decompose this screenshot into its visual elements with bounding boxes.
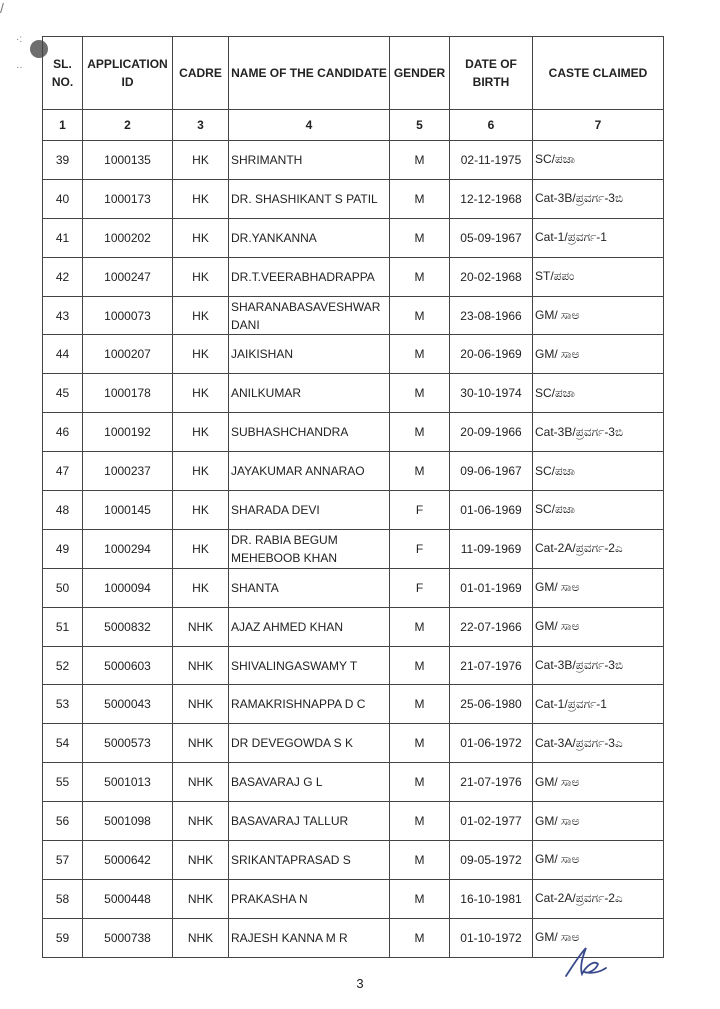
application-id-cell: 1000073 bbox=[83, 296, 173, 335]
sl-no-cell: 55 bbox=[43, 763, 83, 802]
column-number: 2 bbox=[83, 110, 173, 141]
column-number: 6 bbox=[450, 110, 533, 141]
sl-no-cell: 54 bbox=[43, 724, 83, 763]
application-id-cell: 1000178 bbox=[83, 374, 173, 413]
caste-cell: Cat-1/ಪ್ರವರ್ಗ-1 bbox=[533, 218, 664, 257]
gender-cell: M bbox=[390, 802, 450, 841]
sl-no-cell: 40 bbox=[43, 179, 83, 218]
caste-cell: SC/ಪಜಾ bbox=[533, 141, 664, 180]
table-body bbox=[43, 141, 664, 958]
sl-no-cell: 51 bbox=[43, 607, 83, 646]
candidate-name-cell: SUBHASHCHANDRA bbox=[229, 413, 390, 452]
sl-no-cell: 39 bbox=[43, 141, 83, 180]
table-row bbox=[43, 257, 664, 296]
sl-no-cell: 48 bbox=[43, 491, 83, 530]
gender-cell: F bbox=[390, 529, 450, 568]
candidate-name-cell: PRAKASHA N bbox=[229, 879, 390, 918]
cadre-cell: HK bbox=[173, 218, 229, 257]
caste-cell: SC/ಪಜಾ bbox=[533, 374, 664, 413]
date-of-birth-cell: 01-10-1972 bbox=[450, 918, 533, 957]
cadre-cell: HK bbox=[173, 141, 229, 180]
date-of-birth-cell: 12-12-1968 bbox=[450, 179, 533, 218]
date-of-birth-cell: 20-06-1969 bbox=[450, 335, 533, 374]
column-number: 7 bbox=[533, 110, 664, 141]
signature-mark bbox=[560, 942, 608, 982]
cadre-cell: HK bbox=[173, 335, 229, 374]
candidate-name-cell: SHARANABASAVESHWAR DANI bbox=[229, 296, 390, 335]
sl-no-cell: 49 bbox=[43, 529, 83, 568]
gender-cell: M bbox=[390, 724, 450, 763]
cadre-cell: HK bbox=[173, 529, 229, 568]
sl-no-cell: 52 bbox=[43, 646, 83, 685]
candidate-name-cell: DR.T.VEERABHADRAPPA bbox=[229, 257, 390, 296]
cadre-cell: NHK bbox=[173, 879, 229, 918]
header-sl-no: SL. NO. bbox=[43, 37, 83, 110]
gender-cell: M bbox=[390, 646, 450, 685]
candidate-name-cell: JAYAKUMAR ANNARAO bbox=[229, 452, 390, 491]
cadre-cell: HK bbox=[173, 568, 229, 607]
caste-cell: Cat-3B/ಪ್ರವರ್ಗ-3ಬಿ bbox=[533, 413, 664, 452]
candidate-name-cell: DR. RABIA BEGUM MEHEBOOB KHAN bbox=[229, 529, 390, 568]
caste-cell: ST/ಪಪಂ bbox=[533, 257, 664, 296]
caste-cell: GM/ ಸಾಅ bbox=[533, 568, 664, 607]
gender-cell: M bbox=[390, 179, 450, 218]
application-id-cell: 5001013 bbox=[83, 763, 173, 802]
candidate-name-cell: DR DEVEGOWDA S K bbox=[229, 724, 390, 763]
date-of-birth-cell: 09-05-1972 bbox=[450, 841, 533, 880]
gender-cell: F bbox=[390, 568, 450, 607]
column-number: 5 bbox=[390, 110, 450, 141]
table-row bbox=[43, 724, 664, 763]
application-id-cell: 5000832 bbox=[83, 607, 173, 646]
column-number: 4 bbox=[229, 110, 390, 141]
application-id-cell: 1000135 bbox=[83, 141, 173, 180]
candidate-name-cell: BASAVARAJ G L bbox=[229, 763, 390, 802]
date-of-birth-cell: 20-02-1968 bbox=[450, 257, 533, 296]
candidate-name-cell: DR.YANKANNA bbox=[229, 218, 390, 257]
application-id-cell: 1000192 bbox=[83, 413, 173, 452]
table-row bbox=[43, 607, 664, 646]
table-row bbox=[43, 568, 664, 607]
table-row bbox=[43, 141, 664, 180]
application-id-cell: 1000207 bbox=[83, 335, 173, 374]
application-id-cell: 5000642 bbox=[83, 841, 173, 880]
date-of-birth-cell: 16-10-1981 bbox=[450, 879, 533, 918]
header-application-id: APPLICATION ID bbox=[83, 37, 173, 110]
application-id-cell: 5001098 bbox=[83, 802, 173, 841]
table-row bbox=[43, 179, 664, 218]
application-id-cell: 1000202 bbox=[83, 218, 173, 257]
candidate-name-cell: SRIKANTAPRASAD S bbox=[229, 841, 390, 880]
table-row bbox=[43, 335, 664, 374]
caste-cell: GM/ ಸಾಅ bbox=[533, 802, 664, 841]
caste-cell: SC/ಪಜಾ bbox=[533, 452, 664, 491]
date-of-birth-cell: 30-10-1974 bbox=[450, 374, 533, 413]
date-of-birth-cell: 01-06-1969 bbox=[450, 491, 533, 530]
gender-cell: M bbox=[390, 918, 450, 957]
table-row bbox=[43, 296, 664, 335]
application-id-cell: 5000448 bbox=[83, 879, 173, 918]
table-row bbox=[43, 413, 664, 452]
page-number: 3 bbox=[356, 976, 364, 991]
gender-cell: M bbox=[390, 763, 450, 802]
caste-cell: Cat-2A/ಪ್ರವರ್ಗ-2ಎ bbox=[533, 879, 664, 918]
sl-no-cell: 42 bbox=[43, 257, 83, 296]
sl-no-cell: 41 bbox=[43, 218, 83, 257]
candidate-name-cell: ANILKUMAR bbox=[229, 374, 390, 413]
cadre-cell: NHK bbox=[173, 685, 229, 724]
gender-cell: F bbox=[390, 491, 450, 530]
application-id-cell: 5000603 bbox=[83, 646, 173, 685]
gender-cell: M bbox=[390, 374, 450, 413]
header-caste: CASTE CLAIMED bbox=[533, 37, 664, 110]
candidate-name-cell: BASAVARAJ TALLUR bbox=[229, 802, 390, 841]
table-row bbox=[43, 374, 664, 413]
application-id-cell: 1000237 bbox=[83, 452, 173, 491]
candidate-name-cell: DR. SHASHIKANT S PATIL bbox=[229, 179, 390, 218]
cadre-cell: NHK bbox=[173, 724, 229, 763]
caste-cell: Cat-3B/ಪ್ರವರ್ಗ-3ಬಿ bbox=[533, 646, 664, 685]
sl-no-cell: 43 bbox=[43, 296, 83, 335]
date-of-birth-cell: 01-01-1969 bbox=[450, 568, 533, 607]
cadre-cell: NHK bbox=[173, 802, 229, 841]
sl-no-cell: 50 bbox=[43, 568, 83, 607]
date-of-birth-cell: 23-08-1966 bbox=[450, 296, 533, 335]
application-id-cell: 1000294 bbox=[83, 529, 173, 568]
table-row bbox=[43, 763, 664, 802]
application-id-cell: 1000247 bbox=[83, 257, 173, 296]
gender-cell: M bbox=[390, 413, 450, 452]
scan-artifact: ·· bbox=[16, 62, 23, 73]
table-row bbox=[43, 218, 664, 257]
date-of-birth-cell: 22-07-1966 bbox=[450, 607, 533, 646]
date-of-birth-cell: 01-02-1977 bbox=[450, 802, 533, 841]
gender-cell: M bbox=[390, 257, 450, 296]
gender-cell: M bbox=[390, 685, 450, 724]
date-of-birth-cell: 25-06-1980 bbox=[450, 685, 533, 724]
application-id-cell: 5000043 bbox=[83, 685, 173, 724]
caste-cell: SC/ಪಜಾ bbox=[533, 491, 664, 530]
date-of-birth-cell: 21-07-1976 bbox=[450, 763, 533, 802]
application-id-cell: 1000145 bbox=[83, 491, 173, 530]
cadre-cell: NHK bbox=[173, 841, 229, 880]
column-number-row bbox=[43, 110, 664, 141]
sl-no-cell: 53 bbox=[43, 685, 83, 724]
cadre-cell: NHK bbox=[173, 763, 229, 802]
cadre-cell: HK bbox=[173, 491, 229, 530]
gender-cell: M bbox=[390, 218, 450, 257]
table-row bbox=[43, 802, 664, 841]
header-date-of-birth: DATE OF BIRTH bbox=[450, 37, 533, 110]
gender-cell: M bbox=[390, 841, 450, 880]
cadre-cell: HK bbox=[173, 413, 229, 452]
scan-artifact: ·: bbox=[16, 34, 23, 45]
scan-artifact: / bbox=[0, 0, 4, 16]
gender-cell: M bbox=[390, 452, 450, 491]
cadre-cell: HK bbox=[173, 179, 229, 218]
cadre-cell: HK bbox=[173, 296, 229, 335]
application-id-cell: 1000094 bbox=[83, 568, 173, 607]
caste-cell: GM/ ಸಾಅ bbox=[533, 607, 664, 646]
cadre-cell: NHK bbox=[173, 607, 229, 646]
caste-cell: GM/ ಸಾಅ bbox=[533, 841, 664, 880]
gender-cell: M bbox=[390, 296, 450, 335]
candidate-name-cell: JAIKISHAN bbox=[229, 335, 390, 374]
application-id-cell: 5000573 bbox=[83, 724, 173, 763]
sl-no-cell: 58 bbox=[43, 879, 83, 918]
candidate-name-cell: RAJESH KANNA M R bbox=[229, 918, 390, 957]
table-row bbox=[43, 685, 664, 724]
header-gender: GENDER bbox=[390, 37, 450, 110]
candidate-table bbox=[42, 36, 664, 958]
candidate-name-cell: SHARADA DEVI bbox=[229, 491, 390, 530]
sl-no-cell: 45 bbox=[43, 374, 83, 413]
gender-cell: M bbox=[390, 879, 450, 918]
caste-cell: Cat-2A/ಪ್ರವರ್ಗ-2ಎ bbox=[533, 529, 664, 568]
cadre-cell: HK bbox=[173, 374, 229, 413]
table-row bbox=[43, 841, 664, 880]
gender-cell: M bbox=[390, 141, 450, 180]
date-of-birth-cell: 09-06-1967 bbox=[450, 452, 533, 491]
sl-no-cell: 46 bbox=[43, 413, 83, 452]
date-of-birth-cell: 01-06-1972 bbox=[450, 724, 533, 763]
table-row bbox=[43, 646, 664, 685]
cadre-cell: HK bbox=[173, 452, 229, 491]
date-of-birth-cell: 11-09-1969 bbox=[450, 529, 533, 568]
application-id-cell: 5000738 bbox=[83, 918, 173, 957]
caste-cell: Cat-3B/ಪ್ರವರ್ಗ-3ಬಿ bbox=[533, 179, 664, 218]
sl-no-cell: 44 bbox=[43, 335, 83, 374]
candidate-name-cell: AJAZ AHMED KHAN bbox=[229, 607, 390, 646]
table-row bbox=[43, 452, 664, 491]
date-of-birth-cell: 21-07-1976 bbox=[450, 646, 533, 685]
table-row bbox=[43, 529, 664, 568]
candidate-name-cell: RAMAKRISHNAPPA D C bbox=[229, 685, 390, 724]
date-of-birth-cell: 05-09-1967 bbox=[450, 218, 533, 257]
application-id-cell: 1000173 bbox=[83, 179, 173, 218]
cadre-cell: HK bbox=[173, 257, 229, 296]
caste-cell: Cat-1/ಪ್ರವರ್ಗ-1 bbox=[533, 685, 664, 724]
candidate-name-cell: SHANTA bbox=[229, 568, 390, 607]
column-number: 3 bbox=[173, 110, 229, 141]
caste-cell: GM/ ಸಾಅ bbox=[533, 918, 664, 957]
table-row bbox=[43, 879, 664, 918]
candidate-name-cell: SHRIMANTH bbox=[229, 141, 390, 180]
header-cadre: CADRE bbox=[173, 37, 229, 110]
gender-cell: M bbox=[390, 607, 450, 646]
caste-cell: Cat-3A/ಪ್ರವರ್ಗ-3ಎ bbox=[533, 724, 664, 763]
header-name: NAME OF THE CANDIDATE bbox=[229, 37, 390, 110]
cadre-cell: NHK bbox=[173, 646, 229, 685]
cadre-cell: NHK bbox=[173, 918, 229, 957]
sl-no-cell: 59 bbox=[43, 918, 83, 957]
date-of-birth-cell: 02-11-1975 bbox=[450, 141, 533, 180]
caste-cell: GM/ ಸಾಅ bbox=[533, 296, 664, 335]
table-row bbox=[43, 491, 664, 530]
date-of-birth-cell: 20-09-1966 bbox=[450, 413, 533, 452]
gender-cell: M bbox=[390, 335, 450, 374]
header-row bbox=[43, 37, 664, 110]
caste-cell: GM/ ಸಾಅ bbox=[533, 763, 664, 802]
column-number: 1 bbox=[43, 110, 83, 141]
caste-cell: GM/ ಸಾಅ bbox=[533, 335, 664, 374]
sl-no-cell: 47 bbox=[43, 452, 83, 491]
sl-no-cell: 56 bbox=[43, 802, 83, 841]
sl-no-cell: 57 bbox=[43, 841, 83, 880]
candidate-name-cell: SHIVALINGASWAMY T bbox=[229, 646, 390, 685]
